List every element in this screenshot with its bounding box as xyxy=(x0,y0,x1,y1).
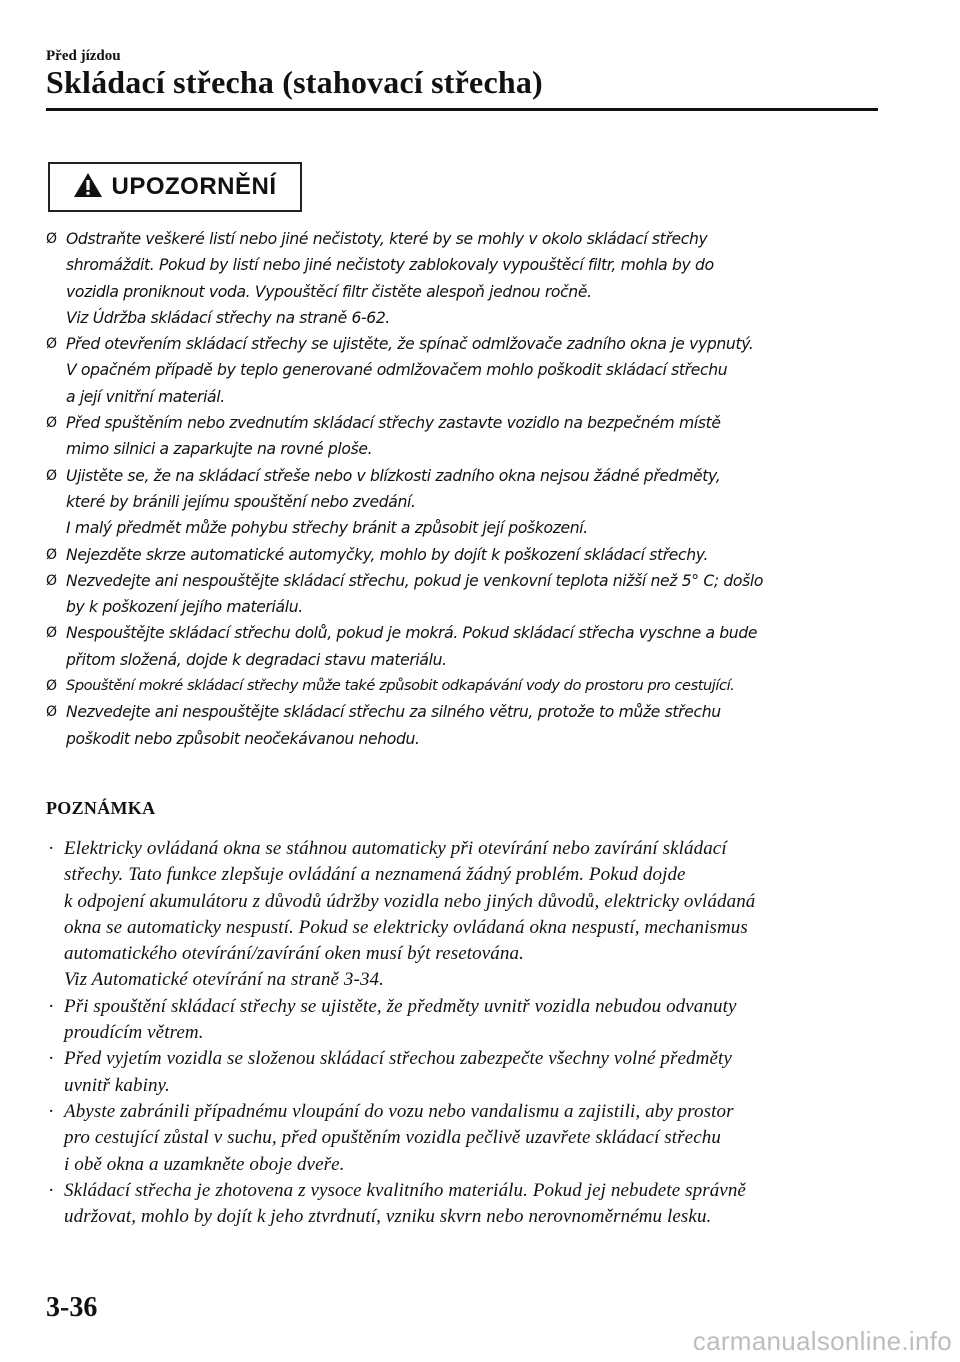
caution-line: shromáždit. Pokud by listí nebo jiné nečistoty zablokovaly vypouštěcí filtr, mohla by do xyxy=(66,256,714,275)
title-rule xyxy=(46,108,878,111)
note-line: udržovat, mohlo by dojít k jeho ztvrdnutí, vzniku skvrn nebo nerovnoměrnému lesku. xyxy=(64,1206,712,1228)
caution-item xyxy=(46,542,882,568)
note-heading: POZNÁMKA xyxy=(46,798,156,818)
caution-item xyxy=(46,463,882,542)
note-line: Před vyjetím vozidla se složenou skládací střechou zabezpečte všechny volné předměty xyxy=(64,1048,732,1070)
caution-item xyxy=(46,568,882,621)
caution-item xyxy=(46,673,882,699)
bullet-dot-icon: · xyxy=(48,995,55,1017)
bullet-dot-icon: · xyxy=(48,1179,55,1201)
bullet-dot-icon: · xyxy=(48,1048,55,1070)
note-line: uvnitř kabiny. xyxy=(64,1074,170,1096)
arrow-bullet-icon: Ø xyxy=(46,678,57,695)
caution-line: přitom složená, dojde k degradaci stavu materiálu. xyxy=(66,650,447,669)
arrow-bullet-icon: Ø xyxy=(46,231,57,247)
bullet-dot-icon: · xyxy=(48,1100,55,1122)
arrow-bullet-icon: Ø xyxy=(46,572,57,589)
note-item xyxy=(46,1046,882,1099)
caution-line: Spouštění mokré skládací střechy může také způsobit odkapávání vody do prostoru pro cestující. xyxy=(66,677,735,695)
caution-line: poškodit nebo způsobit neočekávanou nehodu. xyxy=(66,729,420,748)
note-item xyxy=(46,994,882,1047)
page-number: 3-36 xyxy=(46,1292,98,1323)
warning-triangle-icon xyxy=(73,172,103,202)
caution-line: Nespouštějte skládací střechu dolů, pokud je mokrá. Pokud skládací střecha vyschne a bude xyxy=(66,624,758,643)
caution-item xyxy=(46,226,882,331)
caution-list xyxy=(46,226,882,752)
section-label: Před jízdou xyxy=(46,48,121,64)
note-line: Skládací střecha je zhotovena z vysoce kvalitního materiálu. Pokud jej nebudete správně xyxy=(64,1179,746,1201)
caution-line: Viz Údržba skládací střechy na straně 6-62. xyxy=(66,308,391,327)
note-line: proudícím větrem. xyxy=(64,1022,204,1044)
note-line: automatického otevírání/zavírání oken musí být resetována. xyxy=(64,943,524,965)
note-list xyxy=(46,836,882,1230)
arrow-bullet-icon: Ø xyxy=(46,467,57,484)
caution-line: I malý předmět může pohybu střechy bránit a způsobit její poškození. xyxy=(66,519,588,538)
note-line: Elektricky ovládaná okna se stáhnou automaticky při otevírání nebo zavírání skládací xyxy=(64,838,727,859)
caution-item xyxy=(46,620,882,673)
note-line: okna se automaticky nespustí. Pokud se elektricky ovládaná okna nespustí, mechanismus xyxy=(64,916,748,938)
page-title: Skládací střecha (stahovací střecha) xyxy=(46,64,543,100)
caution-line: by k poškození jejího materiálu. xyxy=(66,598,303,617)
note-line: Viz Automatické otevírání na straně 3-34. xyxy=(64,969,385,991)
note-line: k odpojení akumulátoru z důvodů údržby vozidla nebo jiných důvodů, elektricky ovládaná xyxy=(64,890,756,912)
caution-line: Ujistěte se, že na skládací střeše nebo v blízkosti zadního okna nejsou žádné předměty, xyxy=(66,466,721,485)
caution-line: a její vnitřní materiál. xyxy=(66,387,225,406)
arrow-bullet-icon: Ø xyxy=(46,546,57,563)
caution-item xyxy=(46,331,882,410)
caution-line: Nezvedejte ani nespouštějte skládací střechu, pokud je venkovní teplota nižší než 5° C; došlo xyxy=(66,571,764,590)
caution-item xyxy=(46,410,882,463)
note-item xyxy=(46,836,882,994)
arrow-bullet-icon: Ø xyxy=(46,336,57,353)
caution-line: V opačném případě by teplo generované odmlžovačem mohlo poškodit skládací střechu xyxy=(66,361,728,380)
caution-line: Nejezděte skrze automatické automyčky, mohlo by dojít k poškození skládací střechy. xyxy=(66,545,709,564)
caution-line: Před spuštěním nebo zvednutím skládací střechy zastavte vozidlo na bezpečném místě xyxy=(66,414,721,433)
caution-line: Nezvedejte ani nespouštějte skládací střechu za silného větru, protože to může střechu xyxy=(66,703,721,722)
note-line: Při spouštění skládací střechy se ujistěte, že předměty uvnitř vozidla nebudou odvanuty xyxy=(64,995,737,1017)
arrow-bullet-icon: Ø xyxy=(46,415,57,432)
note-line: pro cestující zůstal v suchu, před opuštěním vozidla pečlivě uzavřete skládací střechu xyxy=(64,1127,721,1149)
warning-box xyxy=(48,162,302,212)
warning-title: UPOZORNĚNÍ xyxy=(111,173,277,200)
caution-line: mimo silnici a zaparkujte na rovné ploše. xyxy=(66,440,373,459)
arrow-bullet-icon: Ø xyxy=(46,625,57,642)
bullet-dot-icon: · xyxy=(48,838,55,859)
caution-line: vozidla proniknout voda. Vypouštěcí filtr čistěte alespoň jednou ročně. xyxy=(66,282,592,301)
watermark: carmanualsonline.info xyxy=(692,1326,952,1356)
note-line: i obě okna a uzamkněte oboje dveře. xyxy=(64,1153,345,1175)
caution-line: které by bránili jejímu spouštění nebo zvedání. xyxy=(66,492,416,511)
note-line: střechy. Tato funkce zlepšuje ovládání a neznamená žádný problém. Pokud dojde xyxy=(64,864,686,886)
caution-line: Před otevřením skládací střechy se ujistěte, že spínač odmlžovače zadního okna je vypnutý. xyxy=(66,335,754,354)
note-line: Abyste zabránili případnému vloupání do vozu nebo vandalismu a zajistili, aby prostor xyxy=(64,1100,734,1122)
caution-line: Odstraňte veškeré listí nebo jiné nečistoty, které by se mohly v okolo skládací střechy xyxy=(66,230,708,248)
note-item xyxy=(46,1099,882,1178)
caution-item xyxy=(46,699,882,752)
note-item xyxy=(46,1178,882,1231)
arrow-bullet-icon: Ø xyxy=(46,704,57,721)
